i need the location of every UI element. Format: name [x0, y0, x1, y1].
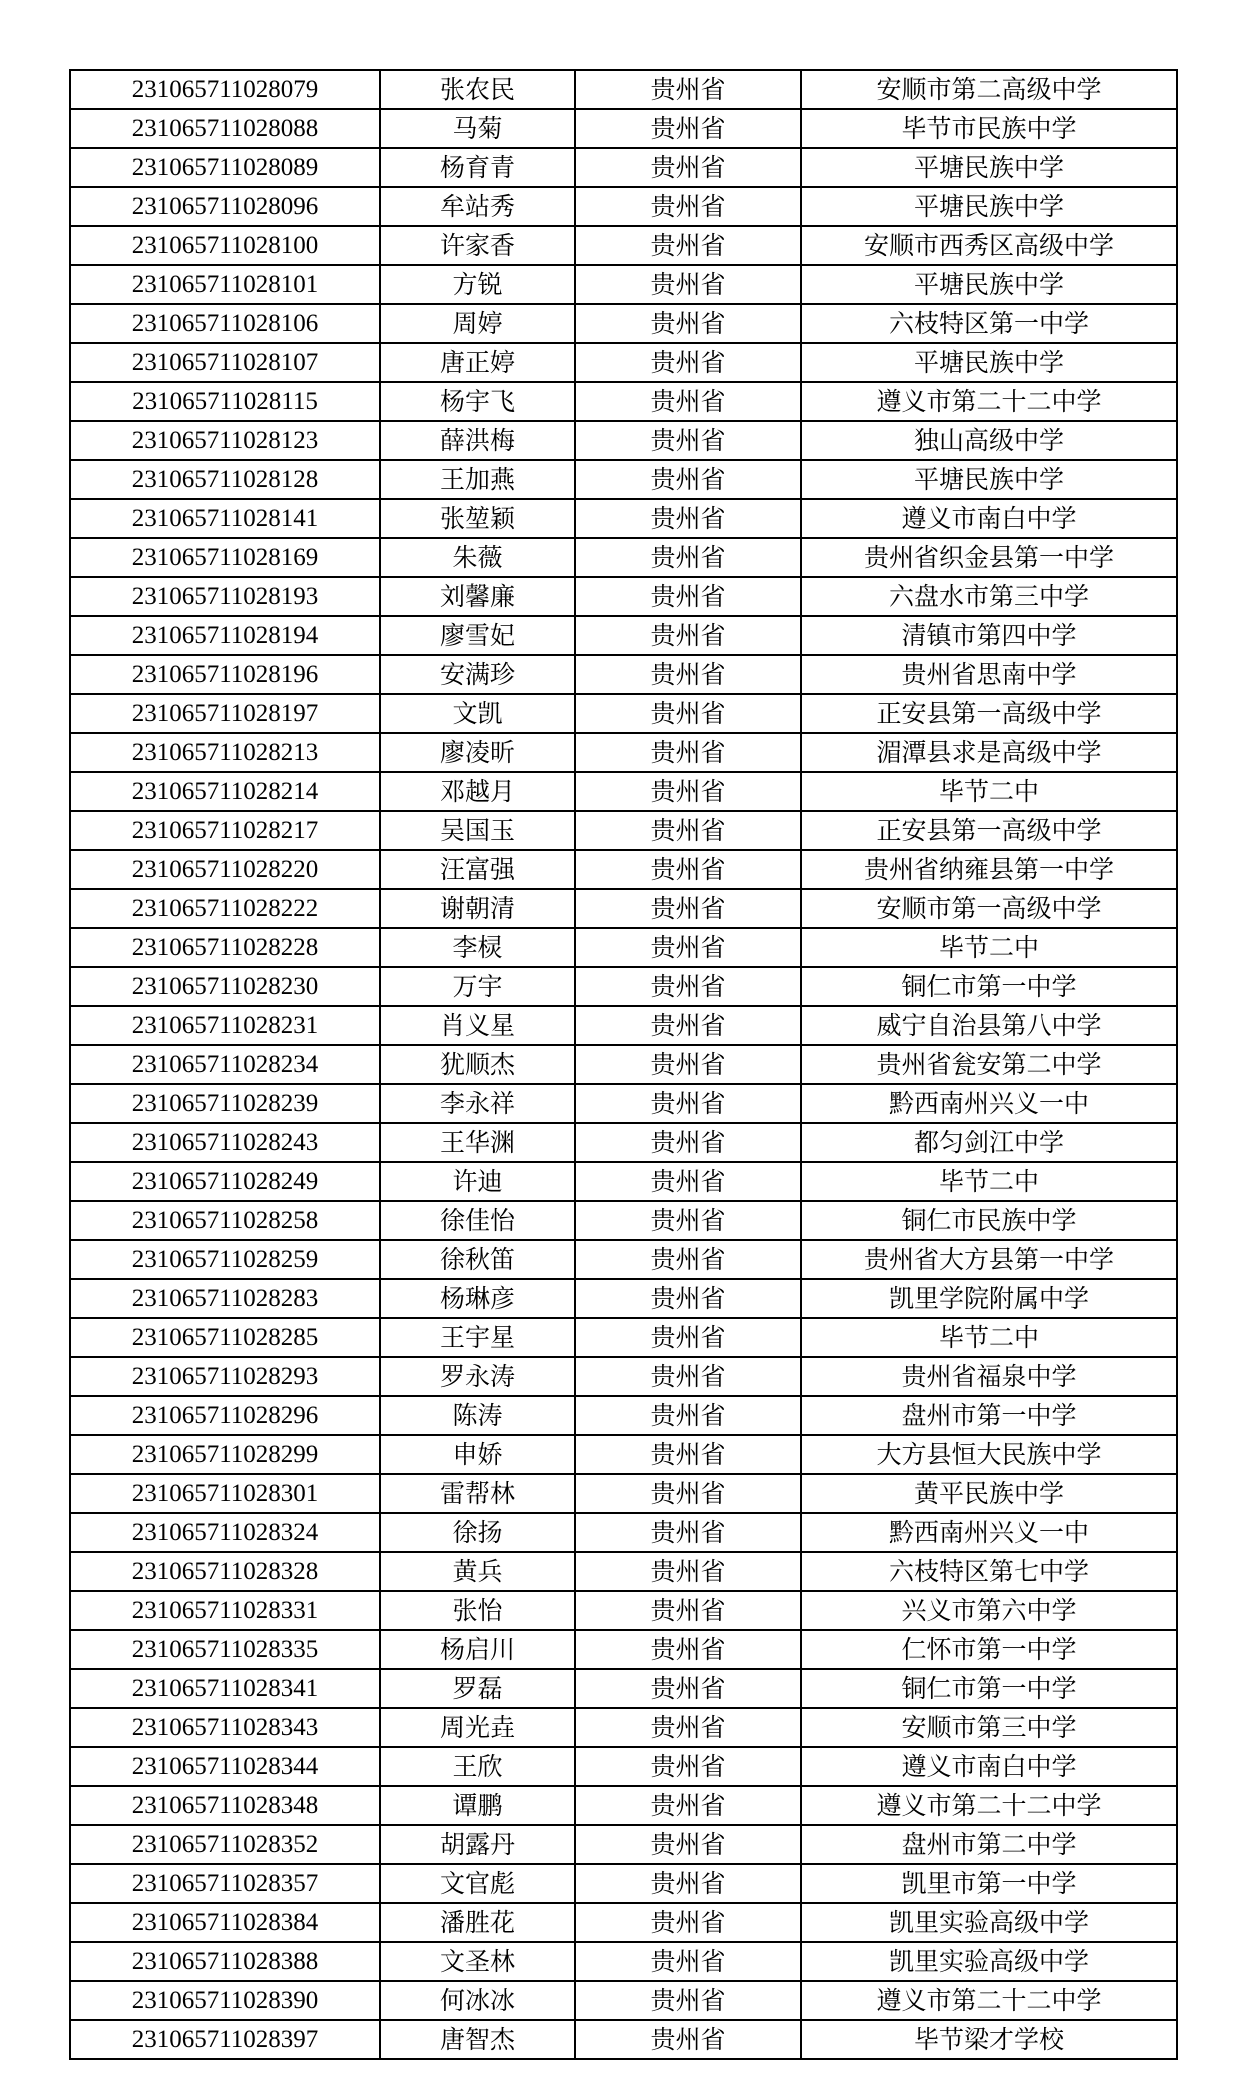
table-row	[70, 811, 1177, 850]
student-name-cell: 马菊	[380, 109, 575, 148]
examinee-id-cell: 231065711028089	[70, 148, 380, 187]
table-row	[70, 1942, 1177, 1981]
table-row	[70, 499, 1177, 538]
student-name-cell: 谭鹏	[380, 1786, 575, 1825]
student-name-cell: 胡露丹	[380, 1825, 575, 1864]
student-name-cell: 薛洪梅	[380, 421, 575, 460]
school-cell: 平塘民族中学	[801, 148, 1177, 187]
table-row	[70, 1630, 1177, 1669]
student-name-cell: 唐正婷	[380, 343, 575, 382]
table-row	[70, 1981, 1177, 2020]
table-row	[70, 1825, 1177, 1864]
school-cell: 凯里市第一中学	[801, 1864, 1177, 1903]
student-name-cell: 黄兵	[380, 1552, 575, 1591]
school-cell: 平塘民族中学	[801, 460, 1177, 499]
table-row	[70, 1474, 1177, 1513]
student-name-cell: 王加燕	[380, 460, 575, 499]
province-cell: 贵州省	[575, 967, 801, 1006]
school-cell: 都匀剑江中学	[801, 1123, 1177, 1162]
examinee-id-cell: 231065711028101	[70, 265, 380, 304]
student-name-cell: 安满珍	[380, 655, 575, 694]
examinee-id-cell: 231065711028107	[70, 343, 380, 382]
examinee-id-cell: 231065711028213	[70, 733, 380, 772]
table-row	[70, 1903, 1177, 1942]
province-cell: 贵州省	[575, 1045, 801, 1084]
table-row	[70, 382, 1177, 421]
student-name-cell: 犹顺杰	[380, 1045, 575, 1084]
province-cell: 贵州省	[575, 1786, 801, 1825]
table-row	[70, 1357, 1177, 1396]
examinee-id-cell: 231065711028331	[70, 1591, 380, 1630]
roster-page	[69, 69, 1176, 2060]
school-cell: 毕节市民族中学	[801, 109, 1177, 148]
table-row	[70, 1201, 1177, 1240]
school-cell: 遵义市第二十二中学	[801, 1981, 1177, 2020]
examinee-id-cell: 231065711028141	[70, 499, 380, 538]
school-cell: 遵义市第二十二中学	[801, 382, 1177, 421]
examinee-id-cell: 231065711028106	[70, 304, 380, 343]
student-name-cell: 雷帮林	[380, 1474, 575, 1513]
student-name-cell: 刘馨廉	[380, 577, 575, 616]
province-cell: 贵州省	[575, 1747, 801, 1786]
table-row	[70, 967, 1177, 1006]
examinee-id-cell: 231065711028169	[70, 538, 380, 577]
table-row	[70, 2020, 1177, 2059]
province-cell: 贵州省	[575, 1435, 801, 1474]
province-cell: 贵州省	[575, 1708, 801, 1747]
province-cell: 贵州省	[575, 460, 801, 499]
table-row	[70, 304, 1177, 343]
province-cell: 贵州省	[575, 889, 801, 928]
table-row	[70, 616, 1177, 655]
table-row	[70, 850, 1177, 889]
province-cell: 贵州省	[575, 1084, 801, 1123]
school-cell: 贵州省思南中学	[801, 655, 1177, 694]
examinee-id-cell: 231065711028390	[70, 1981, 380, 2020]
province-cell: 贵州省	[575, 538, 801, 577]
province-cell: 贵州省	[575, 226, 801, 265]
school-cell: 贵州省纳雍县第一中学	[801, 850, 1177, 889]
student-name-cell: 潘胜花	[380, 1903, 575, 1942]
student-name-cell: 王宇星	[380, 1318, 575, 1357]
examinee-id-cell: 231065711028388	[70, 1942, 380, 1981]
table-row	[70, 1045, 1177, 1084]
table-row	[70, 1552, 1177, 1591]
province-cell: 贵州省	[575, 1396, 801, 1435]
province-cell: 贵州省	[575, 187, 801, 226]
roster-table-body	[70, 70, 1177, 2059]
examinee-id-cell: 231065711028128	[70, 460, 380, 499]
province-cell: 贵州省	[575, 850, 801, 889]
province-cell: 贵州省	[575, 1942, 801, 1981]
examinee-id-cell: 231065711028096	[70, 187, 380, 226]
student-name-cell: 谢朝清	[380, 889, 575, 928]
province-cell: 贵州省	[575, 1669, 801, 1708]
school-cell: 毕节二中	[801, 928, 1177, 967]
examinee-id-cell: 231065711028343	[70, 1708, 380, 1747]
examinee-id-cell: 231065711028352	[70, 1825, 380, 1864]
province-cell: 贵州省	[575, 1903, 801, 1942]
examinee-id-cell: 231065711028214	[70, 772, 380, 811]
province-cell: 贵州省	[575, 694, 801, 733]
province-cell: 贵州省	[575, 1591, 801, 1630]
examinee-id-cell: 231065711028301	[70, 1474, 380, 1513]
table-row	[70, 889, 1177, 928]
province-cell: 贵州省	[575, 1162, 801, 1201]
school-cell: 安顺市第二高级中学	[801, 70, 1177, 109]
student-name-cell: 徐秋笛	[380, 1240, 575, 1279]
school-cell: 黔西南州兴义一中	[801, 1084, 1177, 1123]
student-name-cell: 文圣林	[380, 1942, 575, 1981]
school-cell: 毕节二中	[801, 1162, 1177, 1201]
school-cell: 正安县第一高级中学	[801, 694, 1177, 733]
table-row	[70, 1435, 1177, 1474]
province-cell: 贵州省	[575, 1123, 801, 1162]
province-cell: 贵州省	[575, 1513, 801, 1552]
school-cell: 遵义市第二十二中学	[801, 1786, 1177, 1825]
examinee-id-cell: 231065711028239	[70, 1084, 380, 1123]
province-cell: 贵州省	[575, 1357, 801, 1396]
student-name-cell: 李棂	[380, 928, 575, 967]
school-cell: 凯里学院附属中学	[801, 1279, 1177, 1318]
school-cell: 毕节二中	[801, 772, 1177, 811]
student-name-cell: 杨启川	[380, 1630, 575, 1669]
table-row	[70, 1006, 1177, 1045]
table-row	[70, 148, 1177, 187]
student-name-cell: 廖凌昕	[380, 733, 575, 772]
student-name-cell: 陈涛	[380, 1396, 575, 1435]
student-name-cell: 周光垚	[380, 1708, 575, 1747]
province-cell: 贵州省	[575, 616, 801, 655]
examinee-id-cell: 231065711028197	[70, 694, 380, 733]
province-cell: 贵州省	[575, 1240, 801, 1279]
table-row	[70, 187, 1177, 226]
student-name-cell: 肖义星	[380, 1006, 575, 1045]
table-row	[70, 577, 1177, 616]
table-row	[70, 109, 1177, 148]
examinee-id-cell: 231065711028348	[70, 1786, 380, 1825]
student-name-cell: 李永祥	[380, 1084, 575, 1123]
table-row	[70, 1084, 1177, 1123]
student-name-cell: 牟站秀	[380, 187, 575, 226]
student-name-cell: 唐智杰	[380, 2020, 575, 2059]
student-name-cell: 杨琳彦	[380, 1279, 575, 1318]
school-cell: 遵义市南白中学	[801, 1747, 1177, 1786]
province-cell: 贵州省	[575, 1552, 801, 1591]
student-name-cell: 许家香	[380, 226, 575, 265]
examinee-id-cell: 231065711028088	[70, 109, 380, 148]
student-name-cell: 何冰冰	[380, 1981, 575, 2020]
examinee-id-cell: 231065711028115	[70, 382, 380, 421]
table-row	[70, 655, 1177, 694]
examinee-id-cell: 231065711028243	[70, 1123, 380, 1162]
examinee-id-cell: 231065711028193	[70, 577, 380, 616]
table-row	[70, 265, 1177, 304]
table-row	[70, 1747, 1177, 1786]
province-cell: 贵州省	[575, 1981, 801, 2020]
school-cell: 凯里实验高级中学	[801, 1903, 1177, 1942]
examinee-id-cell: 231065711028296	[70, 1396, 380, 1435]
province-cell: 贵州省	[575, 2020, 801, 2059]
school-cell: 兴义市第六中学	[801, 1591, 1177, 1630]
table-row	[70, 1864, 1177, 1903]
examinee-id-cell: 231065711028335	[70, 1630, 380, 1669]
examinee-id-cell: 231065711028231	[70, 1006, 380, 1045]
table-row	[70, 1123, 1177, 1162]
student-name-cell: 廖雪妃	[380, 616, 575, 655]
table-row	[70, 772, 1177, 811]
examinee-id-cell: 231065711028384	[70, 1903, 380, 1942]
province-cell: 贵州省	[575, 304, 801, 343]
table-row	[70, 1591, 1177, 1630]
table-row	[70, 928, 1177, 967]
table-row	[70, 1669, 1177, 1708]
province-cell: 贵州省	[575, 70, 801, 109]
province-cell: 贵州省	[575, 772, 801, 811]
examinee-id-cell: 231065711028324	[70, 1513, 380, 1552]
student-name-cell: 许迪	[380, 1162, 575, 1201]
student-name-cell: 邓越月	[380, 772, 575, 811]
school-cell: 凯里实验高级中学	[801, 1942, 1177, 1981]
student-name-cell: 杨育青	[380, 148, 575, 187]
table-row	[70, 1513, 1177, 1552]
table-row	[70, 1396, 1177, 1435]
school-cell: 盘州市第二中学	[801, 1825, 1177, 1864]
examinee-id-cell: 231065711028194	[70, 616, 380, 655]
school-cell: 铜仁市民族中学	[801, 1201, 1177, 1240]
school-cell: 贵州省织金县第一中学	[801, 538, 1177, 577]
school-cell: 平塘民族中学	[801, 343, 1177, 382]
province-cell: 贵州省	[575, 733, 801, 772]
student-name-cell: 周婷	[380, 304, 575, 343]
examinee-id-cell: 231065711028293	[70, 1357, 380, 1396]
examinee-id-cell: 231065711028249	[70, 1162, 380, 1201]
province-cell: 贵州省	[575, 655, 801, 694]
province-cell: 贵州省	[575, 1006, 801, 1045]
province-cell: 贵州省	[575, 928, 801, 967]
examinee-id-cell: 231065711028217	[70, 811, 380, 850]
province-cell: 贵州省	[575, 1279, 801, 1318]
province-cell: 贵州省	[575, 109, 801, 148]
student-name-cell: 杨宇飞	[380, 382, 575, 421]
table-row	[70, 1708, 1177, 1747]
student-name-cell: 申娇	[380, 1435, 575, 1474]
table-row	[70, 421, 1177, 460]
student-name-cell: 徐扬	[380, 1513, 575, 1552]
student-name-cell: 汪富强	[380, 850, 575, 889]
student-name-cell: 文官彪	[380, 1864, 575, 1903]
student-name-cell: 王华渊	[380, 1123, 575, 1162]
school-cell: 贵州省瓮安第二中学	[801, 1045, 1177, 1084]
examinee-id-cell: 231065711028230	[70, 967, 380, 1006]
school-cell: 安顺市西秀区高级中学	[801, 226, 1177, 265]
student-name-cell: 徐佳怡	[380, 1201, 575, 1240]
student-name-cell: 罗永涛	[380, 1357, 575, 1396]
examinee-id-cell: 231065711028341	[70, 1669, 380, 1708]
school-cell: 安顺市第三中学	[801, 1708, 1177, 1747]
examinee-id-cell: 231065711028234	[70, 1045, 380, 1084]
school-cell: 威宁自治县第八中学	[801, 1006, 1177, 1045]
examinee-id-cell: 231065711028222	[70, 889, 380, 928]
province-cell: 贵州省	[575, 811, 801, 850]
table-row	[70, 343, 1177, 382]
province-cell: 贵州省	[575, 1474, 801, 1513]
province-cell: 贵州省	[575, 421, 801, 460]
examinee-id-cell: 231065711028259	[70, 1240, 380, 1279]
examinee-id-cell: 231065711028228	[70, 928, 380, 967]
school-cell: 独山高级中学	[801, 421, 1177, 460]
province-cell: 贵州省	[575, 1864, 801, 1903]
school-cell: 平塘民族中学	[801, 187, 1177, 226]
school-cell: 六枝特区第一中学	[801, 304, 1177, 343]
examinee-id-cell: 231065711028100	[70, 226, 380, 265]
school-cell: 贵州省大方县第一中学	[801, 1240, 1177, 1279]
examinee-id-cell: 231065711028196	[70, 655, 380, 694]
school-cell: 贵州省福泉中学	[801, 1357, 1177, 1396]
table-row	[70, 226, 1177, 265]
table-row	[70, 1786, 1177, 1825]
table-row	[70, 538, 1177, 577]
examinee-id-cell: 231065711028357	[70, 1864, 380, 1903]
school-cell: 平塘民族中学	[801, 265, 1177, 304]
province-cell: 贵州省	[575, 1201, 801, 1240]
school-cell: 仁怀市第一中学	[801, 1630, 1177, 1669]
examinee-id-cell: 231065711028397	[70, 2020, 380, 2059]
examinee-id-cell: 231065711028220	[70, 850, 380, 889]
school-cell: 黔西南州兴义一中	[801, 1513, 1177, 1552]
school-cell: 清镇市第四中学	[801, 616, 1177, 655]
examinee-id-cell: 231065711028079	[70, 70, 380, 109]
school-cell: 遵义市南白中学	[801, 499, 1177, 538]
province-cell: 贵州省	[575, 1318, 801, 1357]
school-cell: 大方县恒大民族中学	[801, 1435, 1177, 1474]
examinee-id-cell: 231065711028283	[70, 1279, 380, 1318]
province-cell: 贵州省	[575, 265, 801, 304]
examinee-id-cell: 231065711028258	[70, 1201, 380, 1240]
school-cell: 安顺市第一高级中学	[801, 889, 1177, 928]
table-row	[70, 733, 1177, 772]
school-cell: 铜仁市第一中学	[801, 967, 1177, 1006]
examinee-id-cell: 231065711028344	[70, 1747, 380, 1786]
examinee-id-cell: 231065711028123	[70, 421, 380, 460]
student-name-cell: 万宇	[380, 967, 575, 1006]
school-cell: 铜仁市第一中学	[801, 1669, 1177, 1708]
examinee-id-cell: 231065711028285	[70, 1318, 380, 1357]
school-cell: 六盘水市第三中学	[801, 577, 1177, 616]
table-row	[70, 1162, 1177, 1201]
student-name-cell: 朱薇	[380, 538, 575, 577]
table-row	[70, 1279, 1177, 1318]
school-cell: 湄潭县求是高级中学	[801, 733, 1177, 772]
province-cell: 贵州省	[575, 577, 801, 616]
examinee-id-cell: 231065711028299	[70, 1435, 380, 1474]
table-row	[70, 70, 1177, 109]
table-row	[70, 460, 1177, 499]
student-name-cell: 张怡	[380, 1591, 575, 1630]
student-name-cell: 方锐	[380, 265, 575, 304]
school-cell: 六枝特区第七中学	[801, 1552, 1177, 1591]
province-cell: 贵州省	[575, 148, 801, 187]
school-cell: 毕节梁才学校	[801, 2020, 1177, 2059]
examinee-id-cell: 231065711028328	[70, 1552, 380, 1591]
school-cell: 正安县第一高级中学	[801, 811, 1177, 850]
province-cell: 贵州省	[575, 343, 801, 382]
province-cell: 贵州省	[575, 1630, 801, 1669]
student-name-cell: 王欣	[380, 1747, 575, 1786]
student-name-cell: 文凯	[380, 694, 575, 733]
school-cell: 盘州市第一中学	[801, 1396, 1177, 1435]
roster-table	[69, 69, 1178, 2060]
student-name-cell: 吴国玉	[380, 811, 575, 850]
table-row	[70, 1240, 1177, 1279]
student-name-cell: 张堃颖	[380, 499, 575, 538]
province-cell: 贵州省	[575, 1825, 801, 1864]
province-cell: 贵州省	[575, 382, 801, 421]
table-row	[70, 694, 1177, 733]
school-cell: 毕节二中	[801, 1318, 1177, 1357]
table-row	[70, 1318, 1177, 1357]
student-name-cell: 罗磊	[380, 1669, 575, 1708]
student-name-cell: 张农民	[380, 70, 575, 109]
school-cell: 黄平民族中学	[801, 1474, 1177, 1513]
province-cell: 贵州省	[575, 499, 801, 538]
